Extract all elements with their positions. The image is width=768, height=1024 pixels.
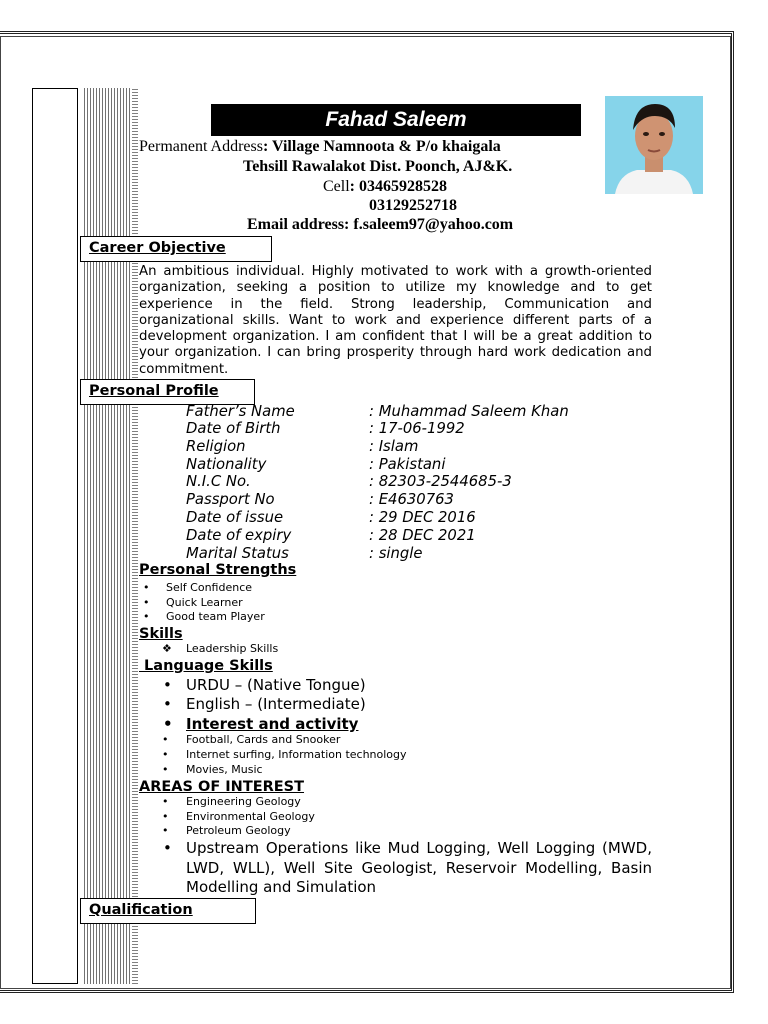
cell-line-2: 03129252718	[369, 197, 457, 214]
upstream-operations-text: Upstream Operations like Mud Logging, Well Logging (MWD, LWD, WLL), Well Site Geologist, Reservoir Modelling, Basin Modelling and Simulation	[186, 839, 652, 896]
section-qualification: Qualification	[80, 898, 256, 924]
profile-value: : Islam	[369, 438, 419, 455]
profile-value: : 28 DEC 2021	[369, 527, 476, 544]
profile-label: Date of issue	[186, 509, 284, 526]
profile-label: Date of Birth	[186, 420, 281, 437]
profile-value: : 82303-2544685-3	[369, 473, 512, 490]
list-item: • Quick Learner	[143, 596, 243, 609]
profile-label: Religion	[186, 438, 246, 455]
name-banner: Fahad Saleem	[211, 104, 581, 136]
email-line: Email address: f.saleem97@yahoo.com	[247, 216, 514, 233]
dotted-margin-edge	[132, 88, 138, 984]
profile-label: Nationality	[186, 456, 267, 473]
profile-label: Marital Status	[186, 545, 289, 562]
profile-value: : E4630763	[369, 491, 454, 508]
dotted-margin-pattern	[84, 88, 132, 984]
profile-label: Date of expiry	[186, 527, 292, 544]
personal-strengths-heading: Personal Strengths	[139, 562, 297, 578]
list-item: • Internet surfing, Information technology	[162, 748, 407, 761]
areas-of-interest-heading: AREAS OF INTEREST	[139, 779, 305, 795]
profile-label: Passport No	[186, 491, 275, 508]
profile-value: : 17-06-1992	[369, 420, 465, 437]
profile-value: : Pakistani	[369, 456, 446, 473]
profile-label: Father’s Name	[186, 403, 295, 420]
language-skills-heading: Language Skills	[139, 658, 273, 674]
list-item: • Environmental Geology	[162, 810, 315, 823]
profile-value: : single	[369, 545, 423, 562]
bullet-icon: •	[163, 839, 172, 857]
list-item: • Engineering Geology	[162, 795, 301, 808]
list-item: • Good team Player	[143, 610, 265, 623]
list-item: • Football, Cards and Snooker	[162, 733, 341, 746]
cell-line-1: Cell: 03465928528	[323, 178, 447, 195]
career-objective-text: An ambitious individual. Highly motivated to work with a growth-oriented organization, seeking a position to utilize my knowledge and to get experience in the field. Strong leadership, Communication and organizational skills. Want to work and experience different parts of a development organization. I am confident that I will be a great addition to your organization. I can bring prosperity through hard work dedication and commitment.	[139, 264, 652, 377]
list-item: • Self Confidence	[143, 581, 253, 594]
section-career-objective: Career Objective	[80, 236, 272, 262]
profile-value: : Muhammad Saleem Khan	[369, 403, 569, 420]
list-item: ❖ Leadership Skills	[162, 642, 279, 655]
profile-value: : 29 DEC 2016	[369, 509, 476, 526]
list-item: • Petroleum Geology	[162, 824, 291, 837]
section-personal-profile: Personal Profile	[80, 379, 255, 405]
interest-heading: • Interest and activity	[163, 715, 359, 733]
address-line-1: Permanent Address: Village Namnoota & P/o khaigala	[139, 138, 501, 155]
list-item: • English – (Intermediate)	[163, 695, 366, 713]
skills-heading: Skills	[139, 626, 183, 642]
left-margin-box	[32, 88, 78, 984]
list-item: • Movies, Music	[162, 763, 263, 776]
address-line-2: Tehsill Rawalakot Dist. Poonch, AJ&K.	[243, 158, 513, 175]
profile-label: N.I.C No.	[186, 473, 251, 490]
list-item: • URDU – (Native Tongue)	[163, 676, 366, 694]
profile-photo	[605, 96, 703, 194]
